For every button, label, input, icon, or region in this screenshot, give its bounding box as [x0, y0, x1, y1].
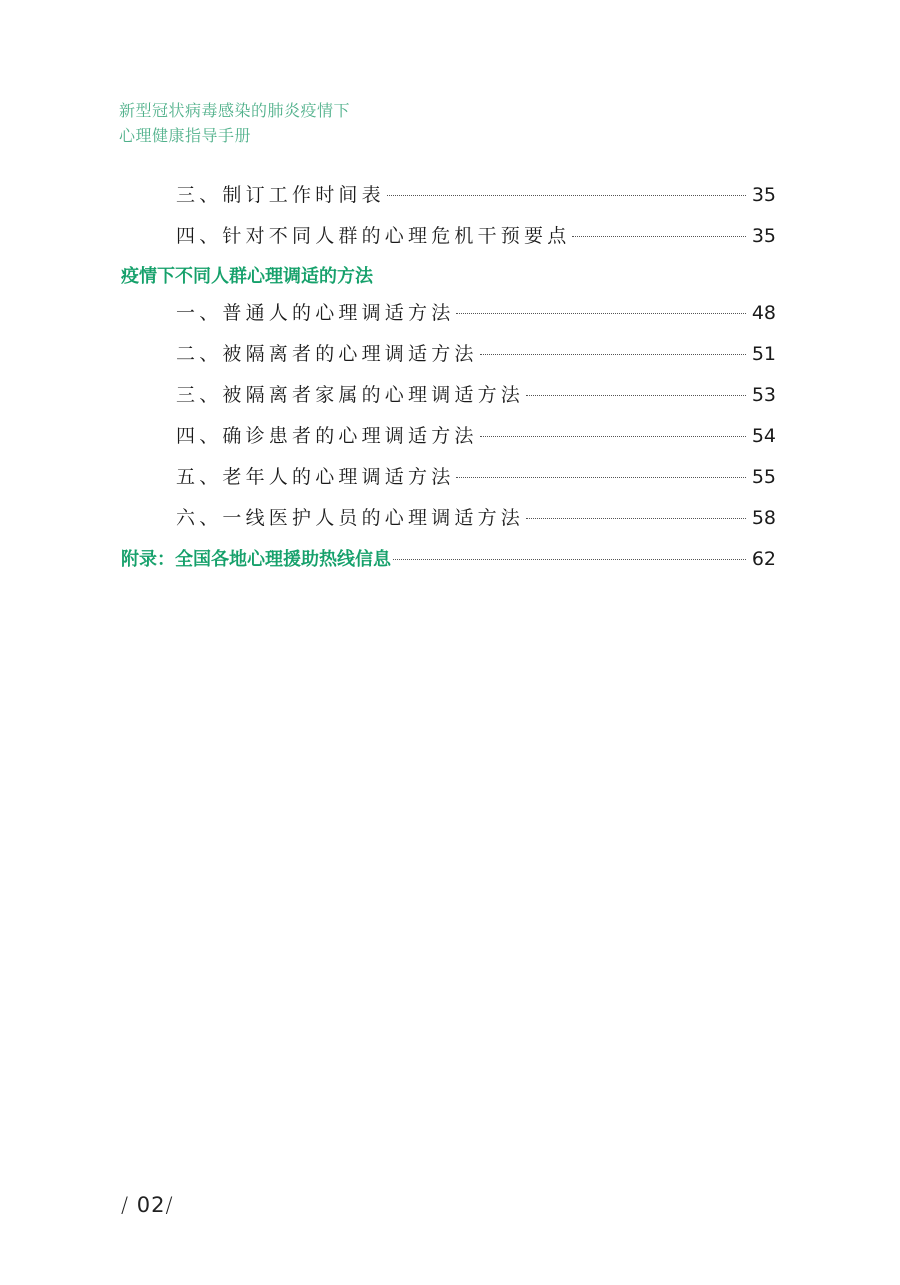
toc-entry-title: 四、确诊患者的心理调适方法 [176, 425, 478, 447]
toc-section-heading[interactable] [121, 262, 776, 292]
dot-leader [572, 236, 745, 237]
toc-entry-title: 四、针对不同人群的心理危机干预要点 [176, 225, 571, 247]
toc-entry[interactable] [176, 339, 776, 369]
dot-leader [387, 195, 746, 196]
dot-leader [393, 559, 746, 560]
toc-entry[interactable] [176, 421, 776, 451]
toc-entry[interactable] [176, 503, 776, 533]
toc-entry-title: 二、被隔离者的心理调适方法 [176, 343, 478, 365]
toc-entry-title: 三、被隔离者家属的心理调适方法 [176, 384, 525, 406]
footer-slash-left: / [121, 1193, 130, 1217]
toc-entry[interactable] [176, 221, 776, 251]
page-footer [121, 1193, 174, 1217]
dot-leader [526, 395, 746, 396]
toc-entry[interactable] [176, 180, 776, 210]
toc-entry-page: 55 [751, 466, 776, 488]
header-title-line-1: 新型冠状病毒感染的肺炎疫情下 [119, 101, 351, 120]
toc-entry-page: 51 [751, 343, 776, 365]
dot-leader [480, 354, 746, 355]
toc-entry[interactable] [176, 298, 776, 328]
toc-entry-title: 三、制订工作时间表 [176, 184, 385, 206]
toc-entry-page: 53 [751, 384, 776, 406]
toc-entry-title: 五、老年人的心理调适方法 [176, 466, 455, 488]
toc-entry-page: 58 [751, 507, 776, 529]
page-number: 02 [136, 1193, 166, 1217]
dot-leader [526, 518, 746, 519]
dot-leader [480, 436, 746, 437]
toc-entry-title: 一、普通人的心理调适方法 [176, 302, 455, 324]
toc-entry-title: 六、一线医护人员的心理调适方法 [176, 507, 525, 529]
toc-entry-page: 35 [751, 184, 776, 206]
toc-section-entry[interactable] [121, 545, 776, 575]
toc-entry[interactable] [176, 462, 776, 492]
toc-entry-page: 62 [751, 548, 776, 570]
dot-leader [456, 313, 745, 314]
toc-entry-page: 35 [751, 225, 776, 247]
toc-entry-page: 48 [751, 302, 776, 324]
footer-slash-right: / [165, 1193, 174, 1217]
toc-section-title: 附录：全国各地心理援助热线信息 [121, 549, 391, 570]
toc-entry-page: 54 [751, 425, 776, 447]
dot-leader [456, 477, 745, 478]
toc-section-title: 疫情下不同人群心理调适的方法 [121, 266, 373, 287]
header-title-line-2: 心理健康指导手册 [119, 126, 252, 145]
toc-entry[interactable] [176, 380, 776, 410]
